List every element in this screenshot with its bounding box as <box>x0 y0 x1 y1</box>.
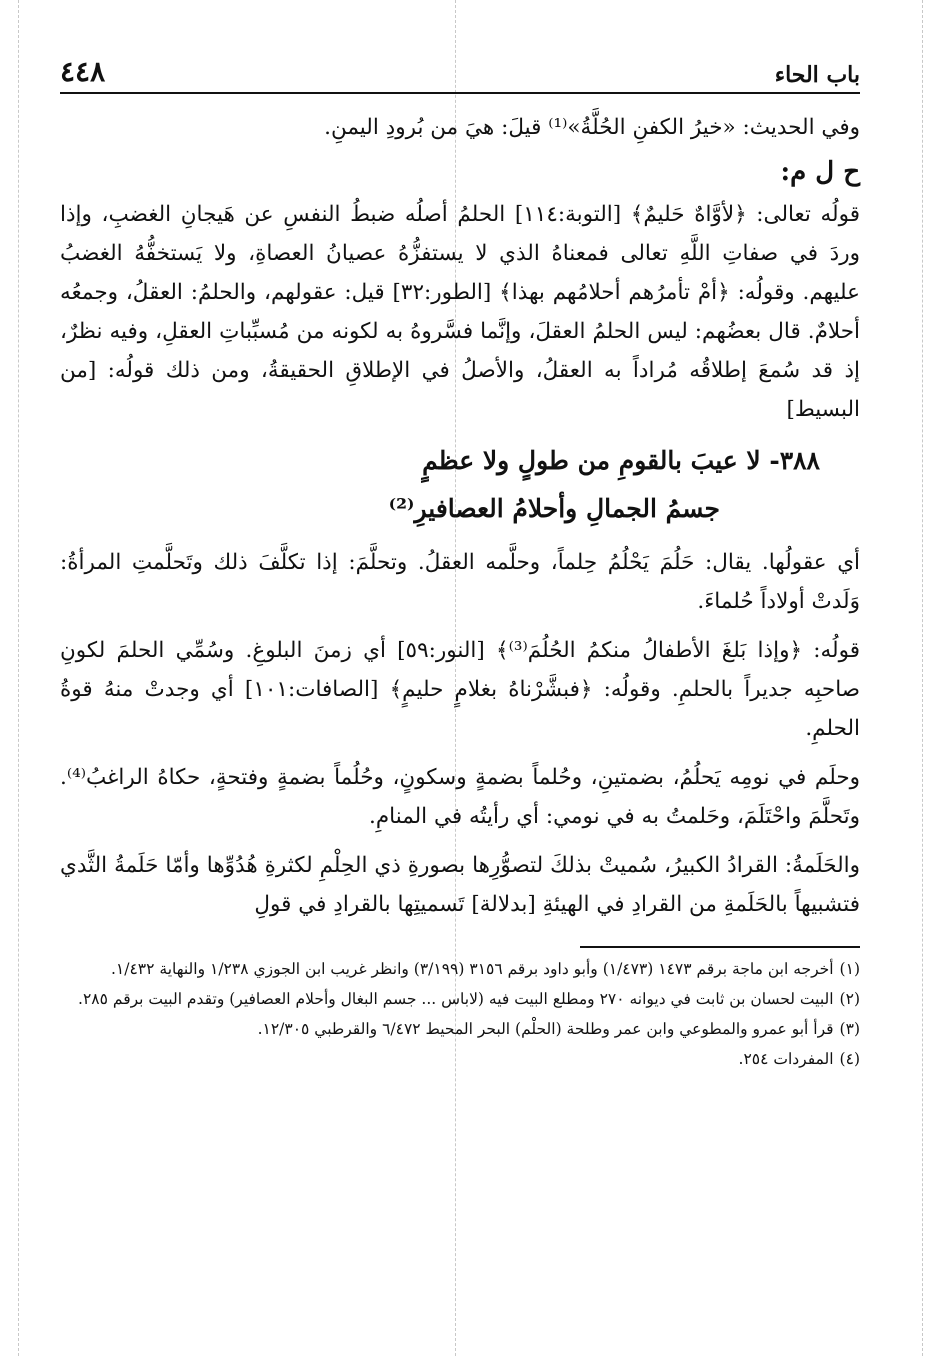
scan-artifact-line <box>922 0 923 1356</box>
page-header <box>60 48 860 94</box>
paragraph-hilm-definition: قولُه تعالى: ﴿لأوَّاهٌ حَليمٌ﴾ [التوبة:١١٤] الحلمُ أصلُه ضبطُ النفسِ عن هَيجانِ الغضبِ، وإذا وردَ في صفاتِ اللَّهِ تعالى فمعناهُ الذي لا يستفزُّهُ عصيانُ العصاةِ، ولا يَستخفُّهُ الغضبُ عليهم. وقولُه: ﴿أمْ تأمرُهم أحلامُهم بهذا﴾ [الطور:٣٢] قيل: عقولهم، والحلمُ: العقلُ، وجمعُه أحلامٌ. قال بعضُهم: ليس الحلمُ العقلَ، وإنَّما فسَّروهُ به لكونه من مُسبِّباتِ العقلِ، وفيه نظرٌ، إذ قد سُمعَ إطلاقُه مُراداً به العقلُ، والأصلُ في الإطلاقِ الحقيقةُ، ومن ذلك قولُه: [من البسيط] <box>60 202 860 422</box>
footnote-text: أخرجه ابن ماجة برقم ١٤٧٣ (١/٤٧٣) وأبو داود برقم ٣١٥٦ (٣/١٩٩) وانظر غريب ابن الجوزي ١/٢٣٨ والنهاية ١/٤٣٢. <box>110 960 834 978</box>
footnote-2 <box>60 986 860 1013</box>
paragraph-dream: وحلَم في نومِه يَحلُمُ، بضمتينِ، وحُلماً بضمةٍ وسكونٍ، وحُلُماً بضمةٍ وفتحةٍ، حكاهُ الراغبُ⁽⁴⁾. وتَحلَّمَ واحْتَلَمَ، وحَلمتُ به في نومي: أي رأيتُه في المنامِ. <box>60 765 860 829</box>
footnote-number: (١) <box>839 960 860 978</box>
footnote-text: البيت لحسان بن ثابت في ديوانه ٢٧٠ ومطلع البيت فيه (لاباس ... جسم البغال وأحلام العصافير) وتقدم البيت برقم ٢٨٥. <box>78 990 834 1008</box>
paragraph-hilm-forms: أي عقولُها. يقال: حَلُمَ يَحْلُمُ حِلماً، وحلَّمه العقلُ. وتحلَّمَ: إذا تكلَّفَ ذلك وتَحلَّمتِ المرأةُ: وَلَدتْ أولاداً حُلماءَ. <box>60 550 860 614</box>
footnote-text: قرأ أبو عمرو والمطوعي وابن عمر وطلحة (الحلْم) البحر المحيط ٦/٤٧٢ والقرطبي ١٢/٣٠٥. <box>257 1020 834 1038</box>
footnote-number: (٤) <box>839 1050 860 1068</box>
footnote-number: (٢) <box>839 990 860 1008</box>
footnote-4 <box>60 1046 860 1073</box>
footnotes <box>60 956 860 1073</box>
paragraph-halama: والحَلَمةُ: القرادُ الكبيرُ، سُميتْ بذلكَ لتصوُّرِها بصورةِ ذي الحِلْمِ لكثرةِ هُدُوِّها وأمّا حَلَمةُ الثَّدي فتشبيهاً بالحَلَمةِ من القرادِ في الهيئةِ [بدلالة] تَسميتِها بالقرادِ في قولِ <box>60 853 860 917</box>
chapter-title: باب الحاء <box>774 62 860 88</box>
footnote-text: المفردات ٢٥٤. <box>738 1050 834 1068</box>
footnote-number: (٣) <box>839 1020 860 1038</box>
book-page <box>60 48 860 1076</box>
footnote-divider <box>580 946 860 948</box>
poem-first-hemistich: ٣٨٨- لا عيبَ بالقومِ من طولٍ ولا عظمٍ <box>422 446 820 475</box>
paragraph-puberty: قولُه: ﴿وإذا بَلغَ الأطفالُ منكمُ الحُلُمَ⁽³⁾﴾ [النور:٥٩] أي زمنَ البلوغِ. وسُمِّي الحلمَ لكونِ صاحبِه جديراً بالحلمِ. وقولُه: ﴿فبشَّرْناهُ بغلامٍ حليمٍ﴾ [الصافات:١٠١] أي وجدتْ منهُ قوةُ الحلمِ. <box>60 638 860 741</box>
footnote-3 <box>60 1016 860 1043</box>
scan-artifact-line <box>18 0 19 1356</box>
page-number: ٤٤٨ <box>60 55 106 88</box>
root-heading: ح ل م: <box>780 157 860 187</box>
paragraph-hadith: وفي الحديث: «خيرُ الكفنِ الحُلَّةُ»⁽¹⁾ قيلَ: هيَ من بُرودِ اليمنِ. <box>324 115 860 140</box>
poem-second-hemistich: جسمُ الجمالِ وأحلامُ العصافيرِ⁽²⁾ <box>388 494 720 523</box>
footnote-1 <box>60 956 860 983</box>
